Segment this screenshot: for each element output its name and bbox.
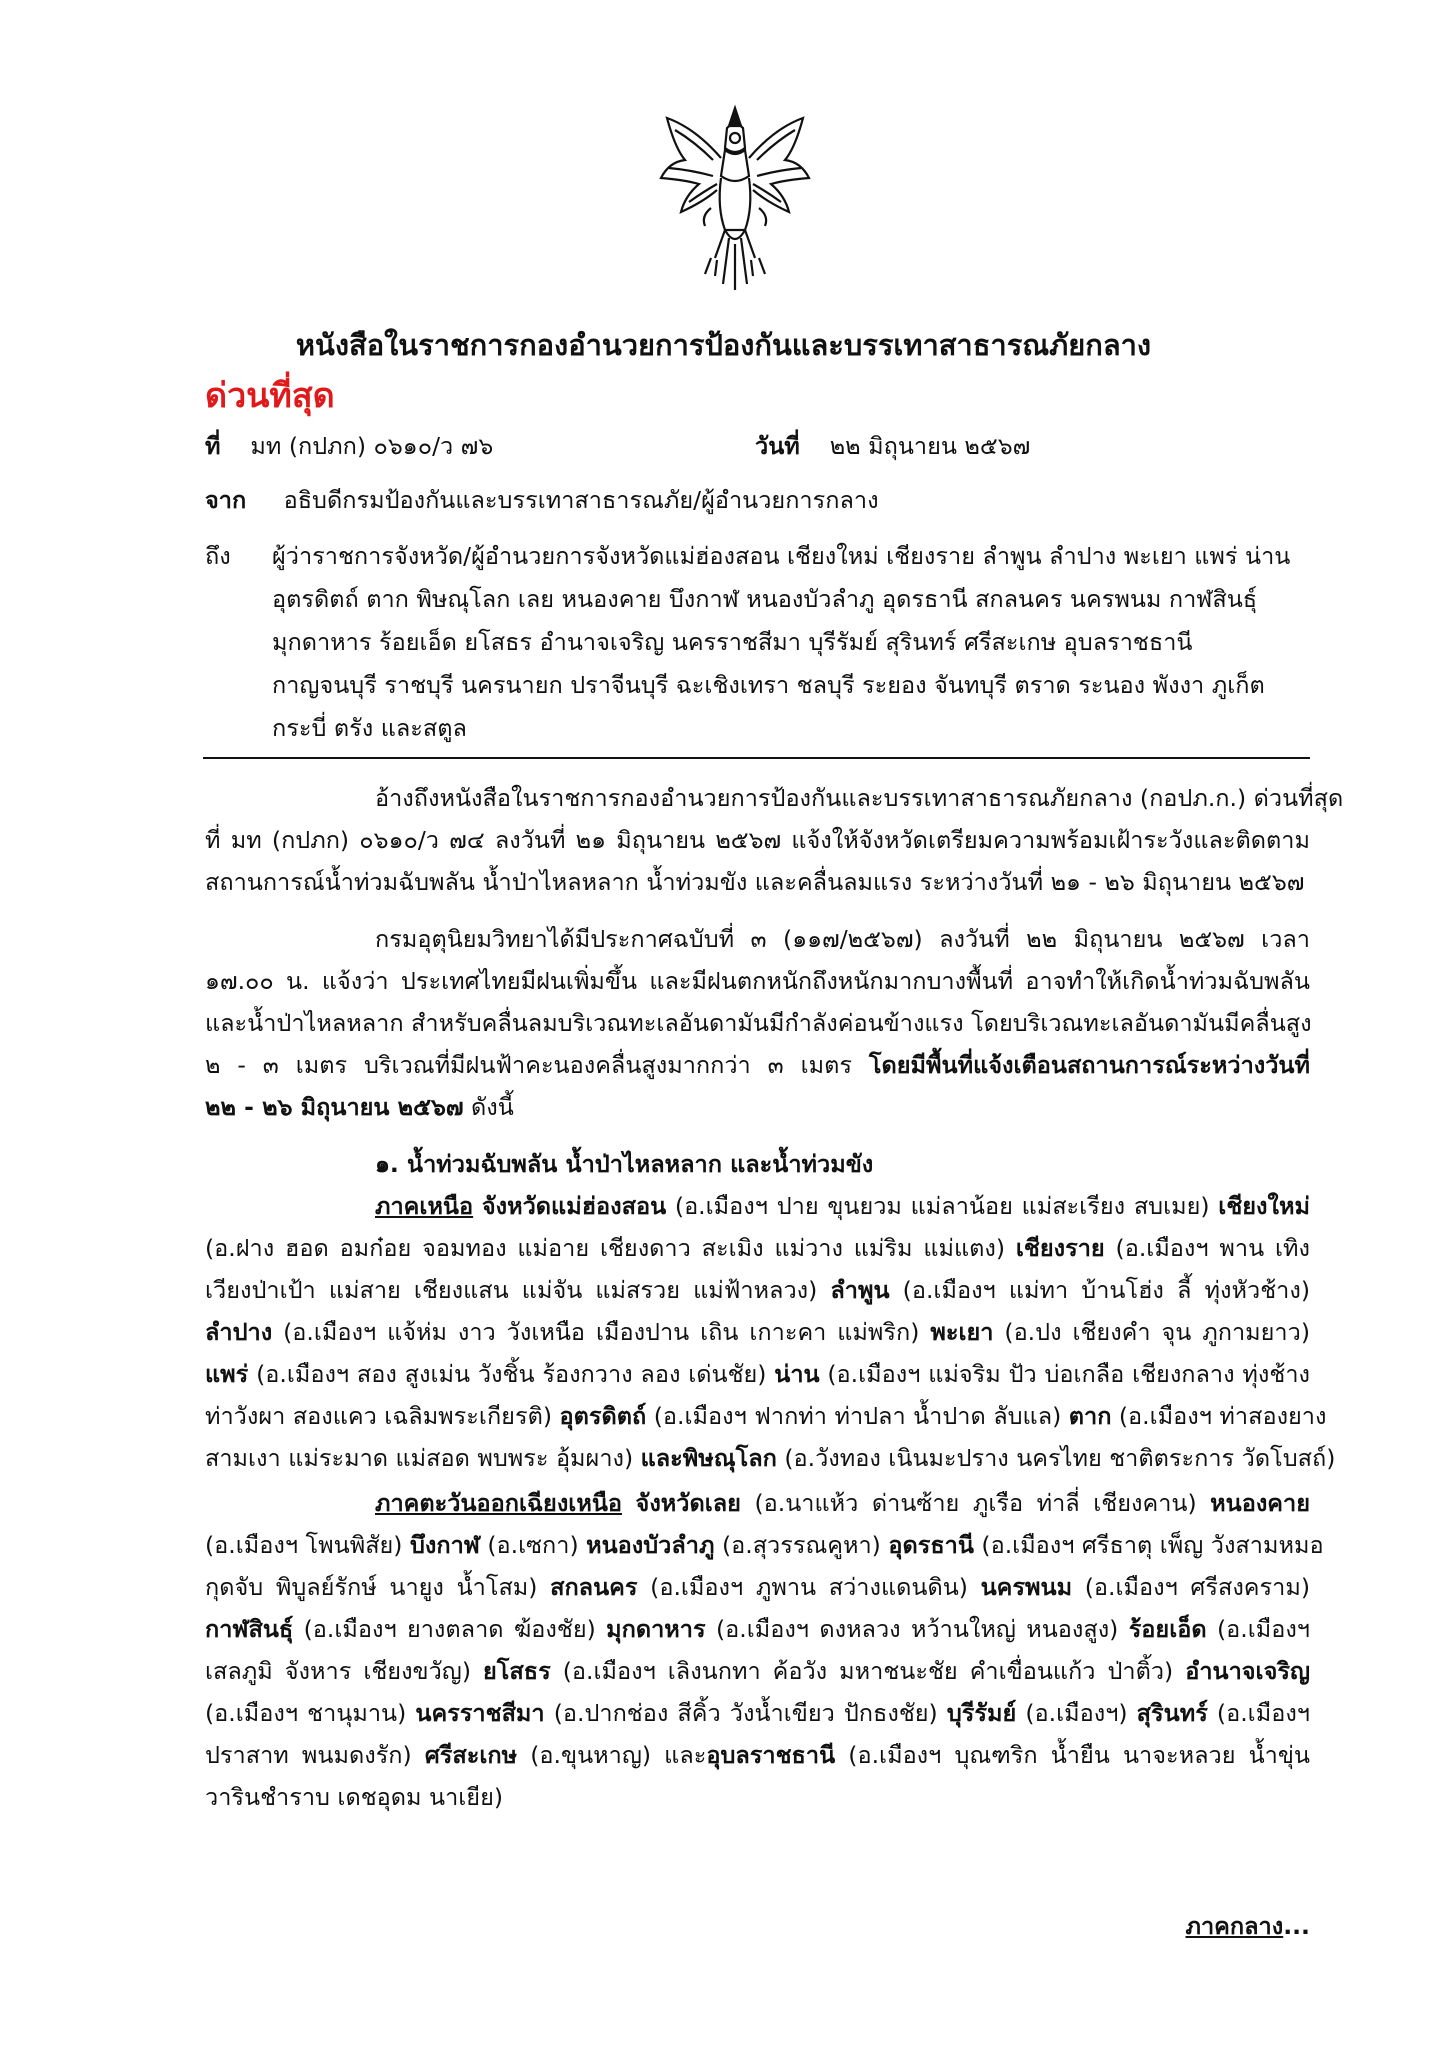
district-list: (อ.เมืองฯ ศรีสงคราม)	[1072, 1573, 1310, 1601]
province-name: น่าน	[774, 1360, 820, 1388]
northeast-region-label: ภาคตะวันออกเฉียงเหนือ	[375, 1489, 622, 1517]
section-1-heading	[375, 1146, 873, 1183]
district-list: สามเงา แม่ระมาด แม่สอด พบพระ อุ้มผาง)	[205, 1444, 641, 1472]
northeast-line-6	[205, 1695, 1310, 1732]
north-region-label: ภาคเหนือ	[375, 1192, 474, 1220]
north-line-5	[205, 1356, 1310, 1393]
urgency-stamp: ด่วนที่สุด	[205, 376, 335, 416]
p2-line-5	[205, 1089, 1310, 1126]
northeast-line-5	[205, 1653, 1310, 1690]
district-list: (อ.เมืองฯ แม่จริม ปัว บ่อเกลือ เชียงกลาง ทุ่งช้าง	[819, 1360, 1310, 1388]
date-value: ๒๒ มิถุนายน ๒๕๖๗	[829, 432, 1031, 460]
segment-line	[205, 1615, 1310, 1643]
district-list: (อ.เมืองฯ ดงหลวง หว้านใหญ่ หนองสูง)	[705, 1615, 1129, 1643]
p2-line-1: กรมอุตุนิยมวิทยาได้มีประกาศฉบับที่ ๓ (๑๑๗/๒๕๖๗) ลงวันที่ ๒๒ มิถุนายน ๒๕๖๗ เวลา	[375, 925, 1310, 953]
from-label: จาก	[205, 486, 247, 514]
province-name: หนองบัวลำภู	[586, 1531, 715, 1559]
to-line-2: อุตรดิตถ์ ตาก พิษณุโลก เลย หนองคาย บึงกาฬ หนองบัวลำภู อุดรธานี สกลนคร นครพนม กาฬสินธุ์	[272, 585, 1258, 613]
northeast-line-2	[205, 1527, 1324, 1564]
province-name: สกลนคร	[550, 1573, 638, 1601]
date-line	[755, 428, 1030, 465]
segment-line	[636, 1489, 1310, 1517]
to-line-3: มุกดาหาร ร้อยเอ็ด ยโสธร อำนาจเจริญ นครราชสีมา บุรีรัมย์ สุรินทร์ ศรีสะเกษ อุบลราชธานี	[272, 628, 1193, 656]
p1-line-1: อ้างถึงหนังสือในราชการกองอำนวยการป้องกันและบรรเทาสาธารณภัยกลาง (กอปภ.ก.) ด่วนที่สุด	[375, 784, 1344, 812]
segment-line	[205, 1234, 1310, 1262]
province-name: บุรีรัมย์	[946, 1699, 1017, 1727]
north-line-2	[205, 1230, 1310, 1267]
province-name: อุบลราชธานี	[706, 1741, 836, 1769]
province-name: จังหวัดเลย	[635, 1489, 741, 1517]
district-list: ท่าวังผา สองแคว เฉลิมพระเกียรติ)	[205, 1402, 560, 1430]
province-name: มุกดาหาร	[606, 1615, 706, 1643]
province-name: จังหวัดแม่ฮ่องสอน	[481, 1192, 667, 1220]
section-1-heading-text: ๑. น้ำท่วมฉับพลัน น้ำป่าไหลหลาก และน้ำท่วมขัง	[375, 1150, 874, 1178]
to-label: ถึง	[205, 542, 231, 570]
p1-line-3: สถานการณ์น้ำท่วมฉับพลัน น้ำป่าไหลหลาก น้ำท่วมขัง และคลื่นลมแรง ระหว่างวันที่ ๒๑ - ๒๖ มิถุนายน ๒๕๖๗	[205, 868, 1305, 896]
province-name: ลำปาง	[205, 1318, 273, 1346]
district-list: (อ.เมืองฯ พาน เทิง	[1104, 1234, 1310, 1262]
segment-line	[205, 1573, 1310, 1601]
northeast-line-7	[205, 1737, 1310, 1774]
province-name: อำนาจเจริญ	[1185, 1657, 1310, 1685]
document-title: หนังสือในราชการกองอำนวยการป้องกันและบรรเทาสาธารณภัยกลาง	[295, 328, 1152, 362]
province-name: บึงกาฬ	[409, 1531, 480, 1559]
district-list: (อ.เซกา)	[479, 1531, 587, 1559]
northeast-line-1	[205, 1485, 1310, 1522]
from-value: อธิบดีกรมป้องกันและบรรเทาสาธารณภัย/ผู้อำนวยการกลาง	[283, 486, 879, 514]
district-list: (อ.เมืองฯ ศรีธาตุ เพ็ญ วังสามหมอ	[973, 1531, 1324, 1559]
p2-line-2: ๑๗.๐๐ น. แจ้งว่า ประเทศไทยมีฝนเพิ่มขึ้น และมีฝนตกหนักถึงหนักมากบางพื้นที่ อาจทำให้เกิดน้ำท่วมฉับพลัน	[205, 967, 1310, 995]
province-name: เชียงราย	[1015, 1234, 1105, 1262]
north-line-6	[205, 1398, 1327, 1435]
district-list: (อ.เมืองฯ แจ้ห่ม งาว วังเหนือ เมืองปาน เถิน เกาะคา แม่พริก)	[272, 1318, 931, 1346]
district-list: (อ.เมืองฯ แม่ทา บ้านโฮ่ง ลี้ ทุ่งหัวช้าง)	[889, 1276, 1310, 1304]
northeast-line-3	[205, 1569, 1310, 1606]
ref-value: มท (กปภก) ๐๖๑๐/ว ๗๖	[250, 432, 494, 460]
district-list: เวียงป่าเป้า แม่สาย เชียงแสน แม่จัน แม่สรวย แม่ฟ้าหลวง)	[205, 1276, 831, 1304]
district-list: (อ.เมืองฯ ยางตลาด ฆ้องชัย)	[293, 1615, 607, 1643]
p2-line-4-plain: ๒ - ๓ เมตร บริเวณที่มีฝนฟ้าคะนองคลื่นสูงมากกว่า ๓ เมตร	[205, 1051, 869, 1079]
district-list: (อ.เมืองฯ โพนพิสัย)	[205, 1531, 410, 1559]
district-list: (อ.ขุนหาญ) และ	[517, 1741, 707, 1769]
province-name: ร้อยเอ็ด	[1128, 1615, 1207, 1643]
continuation-ellipsis: ...	[1283, 1912, 1310, 1940]
province-name: ลำพูน	[830, 1276, 890, 1304]
province-name: พะเยา	[930, 1318, 994, 1346]
continuation-marker	[1185, 1908, 1310, 1945]
segment-line	[205, 1402, 1326, 1430]
district-list: วารินชำราบ เดชอุดม นาเยีย)	[205, 1783, 504, 1811]
segment-line	[205, 1741, 1310, 1769]
district-list: (อ.สุวรรณคูหา)	[714, 1531, 889, 1559]
district-list: (อ.วังทอง เนินมะปราง นครไทย ชาติตระการ วัดโบสถ์)	[776, 1444, 1336, 1472]
p1-line-2: ที่ มท (กปภก) ๐๖๑๐/ว ๗๔ ลงวันที่ ๒๑ มิถุนายน ๒๕๖๗ แจ้งให้จังหวัดเตรียมความพร้อมเฝ้าระวังและติดตาม	[205, 826, 1310, 854]
to-line-4: กาญจนบุรี ราชบุรี นครนายก ปราจีนบุรี ฉะเชิงเทรา ชลบุรี ระยอง จันทบุรี ตราด ระนอง พังงา ภูเก็ต	[272, 671, 1265, 699]
district-list: (อ.เมืองฯ)	[1016, 1699, 1137, 1727]
district-list: เสลภูมิ จังหาร เชียงขวัญ)	[205, 1657, 483, 1685]
segment-line	[205, 1276, 1310, 1304]
segment-line	[205, 1783, 503, 1811]
reference-line	[205, 428, 493, 465]
province-name: นครราชสีมา	[415, 1699, 545, 1727]
district-list: (อ.เมืองฯ ชานุมาน)	[205, 1699, 416, 1727]
from-line	[205, 482, 879, 519]
northeast-line-8	[205, 1779, 1310, 1816]
continuation-next-section: ภาคกลาง	[1185, 1912, 1284, 1940]
district-list: (อ.เมืองฯ บุณฑริก น้ำยืน นาจะหลวย น้ำขุ่น	[835, 1741, 1310, 1769]
segment-line	[205, 1360, 1310, 1388]
province-name: สุรินทร์	[1136, 1699, 1208, 1727]
district-list: กุดจับ พิบูลย์รักษ์ นายูง น้ำโสม)	[205, 1573, 551, 1601]
segment-line	[205, 1657, 1310, 1685]
segment-line	[482, 1192, 1310, 1220]
date-label: วันที่	[755, 432, 800, 460]
province-name: แพร่	[205, 1360, 249, 1388]
to-line-5: กระบี่ ตรัง และสตูล	[272, 714, 467, 742]
p2-line-4	[205, 1047, 1310, 1084]
p2-line-5-plain: ดังนี้	[463, 1093, 514, 1121]
north-line-1	[205, 1188, 1310, 1225]
district-list: (อ.เมืองฯ	[1207, 1699, 1310, 1727]
north-line-3	[205, 1272, 1310, 1309]
district-list: (อ.นาแห้ว ด่านซ้าย ภูเรือ ท่าลี่ เชียงคาน)	[740, 1489, 1211, 1517]
north-line-4	[205, 1314, 1310, 1351]
district-list: (อ.เมืองฯ ปาย ขุนยวม แม่ลาน้อย แม่สะเรียง สบเมย)	[666, 1192, 1219, 1220]
district-list: (อ.ฝาง ฮอด อมก๋อย จอมทอง แม่อาย เชียงดาว สะเมิง แม่วาง แม่ริม แม่แตง)	[205, 1234, 1016, 1262]
district-list: (อ.เมืองฯ ภูพาน สว่างแดนดิน)	[637, 1573, 981, 1601]
ref-label: ที่	[205, 432, 221, 460]
province-name: เชียงใหม่	[1218, 1192, 1310, 1220]
garuda-emblem	[655, 98, 815, 298]
province-name: ศรีสะเกษ	[424, 1741, 518, 1769]
province-name: กาฬสินธุ์	[205, 1615, 294, 1643]
district-list: (อ.เมืองฯ ท่าสองยาง	[1111, 1402, 1327, 1430]
segment-line	[205, 1318, 1310, 1346]
p2-line-5-bold: ๒๒ - ๒๖ มิถุนายน ๒๕๖๗	[205, 1093, 464, 1121]
province-name: นครพนม	[980, 1573, 1073, 1601]
p2-line-3: และน้ำป่าไหลหลาก สำหรับคลื่นลมบริเวณทะเลอันดามันมีกำลังค่อนข้างแรง โดยบริเวณทะเลอันดามันมีคลื่นสูง	[205, 1009, 1312, 1037]
district-list: ปราสาท พนมดงรัก)	[205, 1741, 425, 1769]
district-list: (อ.เมืองฯ เลิงนกทา ค้อวัง มหาชนะชัย คำเขื่อนแก้ว ป่าติ้ว)	[550, 1657, 1186, 1685]
district-list: (อ.ปากช่อง สีคิ้ว วังน้ำเขียว ปักธงชัย)	[544, 1699, 947, 1727]
north-line-7	[205, 1440, 1336, 1477]
province-name: อุดรธานี	[888, 1531, 974, 1559]
district-list: (อ.เมืองฯ	[1206, 1615, 1310, 1643]
northeast-line-4	[205, 1611, 1310, 1648]
province-name: และพิษณุโลก	[640, 1444, 777, 1472]
province-name: อุตรดิตถ์	[559, 1402, 647, 1430]
district-list: (อ.เมืองฯ สอง สูงเม่น วังชิ้น ร้องกวาง ลอง เด่นชัย)	[248, 1360, 775, 1388]
segment-line	[205, 1531, 1324, 1559]
district-list: (อ.ปง เชียงคำ จุน ภูกามยาว)	[993, 1318, 1310, 1346]
p2-line-4-bold: โดยมีพื้นที่แจ้งเตือนสถานการณ์ระหว่างวันที่	[868, 1051, 1310, 1079]
district-list: (อ.เมืองฯ ฟากท่า ท่าปลา น้ำปาด ลับแล)	[646, 1402, 1069, 1430]
province-name: ตาก	[1068, 1402, 1112, 1430]
to-line-1: ผู้ว่าราชการจังหวัด/ผู้อำนวยการจังหวัดแม่ฮ่องสอน เชียงใหม่ เชียงราย ลำพูน ลำปาง พะเยา แพร่ น่าน	[272, 542, 1291, 570]
province-name: ยโสธร	[483, 1657, 551, 1685]
province-name: หนองคาย	[1210, 1489, 1310, 1517]
segment-line	[205, 1699, 1310, 1727]
header-divider	[203, 757, 1310, 759]
segment-line	[205, 1444, 1335, 1472]
